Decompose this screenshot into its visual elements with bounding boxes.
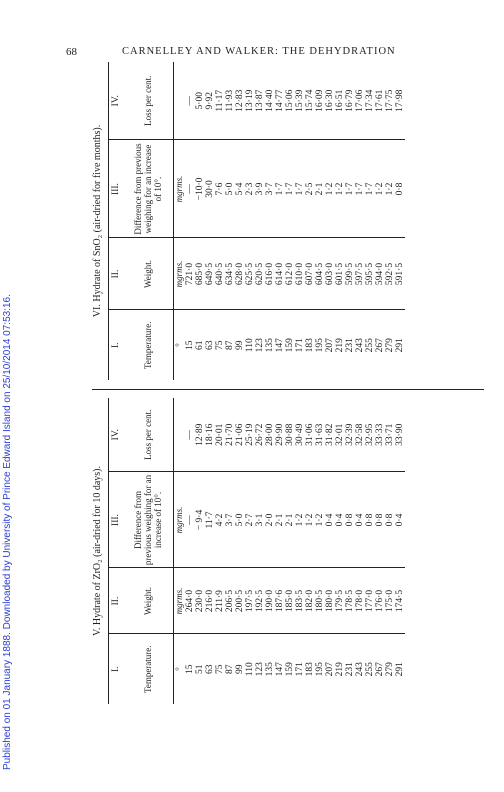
table-cell: 176·0 xyxy=(375,568,385,634)
table-cell: — xyxy=(185,398,195,472)
table-cell: 7·6 xyxy=(215,140,225,238)
table-cell: 0·8 xyxy=(385,472,395,568)
table-cell: 17·61 xyxy=(375,62,385,140)
table-cell: 30·49 xyxy=(295,398,305,472)
table-cell: 16·51 xyxy=(335,62,345,140)
page-number: 68 xyxy=(66,46,77,58)
column-header: Weight. xyxy=(123,568,174,634)
table-row xyxy=(295,398,305,704)
table-cell: 21·70 xyxy=(225,398,235,472)
column-header: Weight. xyxy=(123,238,174,310)
table-cell: 649·5 xyxy=(205,238,215,310)
table-cell: 21·06 xyxy=(235,398,245,472)
table-row xyxy=(325,62,335,380)
table-row xyxy=(315,398,325,704)
table-row xyxy=(265,62,275,380)
table-cell: 267 xyxy=(375,338,385,353)
table-cell: 16·79 xyxy=(345,62,355,140)
table-cell: 625·5 xyxy=(245,238,255,310)
table-cell: 195 xyxy=(315,662,325,677)
table-cell: 230·0 xyxy=(195,568,205,634)
table-row xyxy=(255,398,265,704)
table-row xyxy=(375,62,385,380)
table-cell: 178·0 xyxy=(355,568,365,634)
table-row xyxy=(245,62,255,380)
table-cell: 15·39 xyxy=(295,62,305,140)
table-head xyxy=(109,398,174,704)
table-cell: 87 xyxy=(225,340,235,350)
column-number: III. xyxy=(109,140,123,238)
table-row xyxy=(345,398,355,704)
table-cell: — xyxy=(185,62,195,140)
table-cell: 187·6 xyxy=(275,568,285,634)
table-cell: 219 xyxy=(335,662,345,677)
table-cell: 12·83 xyxy=(235,62,245,140)
table-row xyxy=(375,398,385,704)
table-cell: 264·0 xyxy=(185,568,195,634)
table-cell: 12·89 xyxy=(195,398,205,472)
table-cell: 11·7 xyxy=(205,472,215,568)
unit-cell xyxy=(174,62,186,140)
column-header: Temperature. xyxy=(123,634,174,704)
table-cell: 1·2 xyxy=(295,472,305,568)
publication-note-text: Published on 01 January 1888. Downloaded by University of Prince Edward Island on 25/10/2014 07:53:16. xyxy=(2,294,13,770)
table-cell: 1·7 xyxy=(355,140,365,238)
table-v-caption: V. Hydrate of ZrO₂ (air-dried for 10 days). xyxy=(92,398,109,704)
table-vi xyxy=(109,62,405,380)
table-cell: 135 xyxy=(265,338,275,353)
table-cell: 231 xyxy=(345,338,355,353)
table-cell: 11·17 xyxy=(215,62,225,140)
table-cell: 211·9 xyxy=(215,568,225,634)
table-cell: 15·06 xyxy=(285,62,295,140)
table-cell: 99 xyxy=(235,340,245,350)
table-row xyxy=(195,62,205,380)
table-cell: 183 xyxy=(305,338,315,353)
table-cell: 255 xyxy=(365,338,375,353)
column-number: I. xyxy=(111,342,121,349)
table-cell: 123 xyxy=(255,662,265,677)
table-cell: 599·5 xyxy=(345,238,355,310)
column-header: Difference from previous weighing for an increase of 10°. xyxy=(123,140,174,238)
column-header-row xyxy=(123,398,174,704)
unit-cell: mgrms. xyxy=(174,140,186,238)
rotated-tables xyxy=(92,62,484,704)
table-cell: 11·93 xyxy=(225,62,235,140)
table-cell: 63 xyxy=(205,664,215,674)
column-number: IV. xyxy=(109,398,123,472)
table-row xyxy=(355,62,365,380)
table-cell: 17·06 xyxy=(355,62,365,140)
table-cell: 2·7 xyxy=(245,472,255,568)
table-cell: 685·0 xyxy=(195,238,205,310)
table-row xyxy=(215,398,225,704)
table-row xyxy=(335,62,345,380)
table-cell: 2·1 xyxy=(315,140,325,238)
table-row xyxy=(275,398,285,704)
table-cell: 33·71 xyxy=(385,398,395,472)
table-cell: 32·95 xyxy=(365,398,375,472)
table-cell: 2·5 xyxy=(305,140,315,238)
table-cell: 216·0 xyxy=(205,568,215,634)
table-row xyxy=(345,62,355,380)
table-cell: 31·63 xyxy=(315,398,325,472)
table-cell: 721·0 xyxy=(185,238,195,310)
table-cell: 16·09 xyxy=(315,62,325,140)
table-cell: 206·5 xyxy=(225,568,235,634)
table-cell: 0·8 xyxy=(375,472,385,568)
table-v xyxy=(109,398,405,704)
unit-cell: mgrms. xyxy=(174,238,186,310)
table-body xyxy=(174,62,406,380)
table-cell: 1·2 xyxy=(385,140,395,238)
table-cell: 30·0 xyxy=(205,140,215,238)
table-cell: 0·4 xyxy=(355,472,365,568)
table-cell: 5·0 xyxy=(225,140,235,238)
table-cell: 110 xyxy=(245,662,255,677)
table-row xyxy=(325,398,335,704)
table-vi-panel xyxy=(92,62,484,380)
table-cell: 31·82 xyxy=(325,398,335,472)
table-cell: 607·0 xyxy=(305,238,315,310)
table-cell: 99 xyxy=(235,664,245,674)
table-cell: 0·8 xyxy=(345,472,355,568)
page-header xyxy=(0,46,504,60)
table-row xyxy=(395,62,405,380)
table-cell: 28·00 xyxy=(265,398,275,472)
column-number-row xyxy=(109,398,123,704)
table-cell: 1·2 xyxy=(305,472,315,568)
table-cell: 200·5 xyxy=(235,568,245,634)
table-cell: 616·0 xyxy=(265,238,275,310)
table-cell: 31·06 xyxy=(305,398,315,472)
table-cell: 614·0 xyxy=(275,238,285,310)
table-cell: 5·4 xyxy=(235,140,245,238)
table-row xyxy=(205,62,215,380)
table-row xyxy=(335,398,345,704)
table-cell: 231 xyxy=(345,662,355,677)
table-cell: 640·5 xyxy=(215,238,225,310)
table-row xyxy=(225,398,235,704)
table-cell: 75 xyxy=(215,664,225,674)
table-cell: 628·0 xyxy=(235,238,245,310)
table-row xyxy=(255,62,265,380)
table-cell: 13·19 xyxy=(245,62,255,140)
table-row xyxy=(385,398,395,704)
table-row xyxy=(235,62,245,380)
table-body xyxy=(174,398,406,704)
table-row xyxy=(185,62,195,380)
table-cell: 15·74 xyxy=(305,62,315,140)
table-cell: 192·5 xyxy=(255,568,265,634)
table-row xyxy=(235,398,245,704)
table-cell: 15 xyxy=(185,340,195,350)
table-cell: 29·90 xyxy=(275,398,285,472)
table-vi-caption: VI. Hydrate of SnO₂ (air-dried for five months). xyxy=(92,62,109,380)
table-cell: 612·0 xyxy=(285,238,295,310)
table-row xyxy=(275,62,285,380)
table-cell: 17·34 xyxy=(365,62,375,140)
table-cell: 171 xyxy=(295,662,305,677)
table-cell: 243 xyxy=(355,338,365,353)
table-cell: 207 xyxy=(325,338,335,353)
table-cell: −10·0 xyxy=(195,140,205,238)
column-number: IV. xyxy=(109,62,123,140)
table-cell: 3·9 xyxy=(255,140,265,238)
column-number: II. xyxy=(109,238,123,310)
table-cell: 16·30 xyxy=(325,62,335,140)
table-row xyxy=(245,398,255,704)
table-cell: 182·0 xyxy=(305,568,315,634)
table-cell: 1·7 xyxy=(345,140,355,238)
table-cell: 610·0 xyxy=(295,238,305,310)
table-cell: 190·0 xyxy=(265,568,275,634)
table-cell: 255 xyxy=(365,662,375,677)
table-cell: 1·7 xyxy=(275,140,285,238)
table-cell: 597·5 xyxy=(355,238,365,310)
table-cell: 17·98 xyxy=(395,62,405,140)
column-header: Difference from previous weighing for an increase of 10°. xyxy=(123,472,174,568)
table-cell: 3·1 xyxy=(255,472,265,568)
table-row xyxy=(365,398,375,704)
table-cell: 1·2 xyxy=(325,140,335,238)
table-cell: 0·8 xyxy=(395,140,405,238)
table-cell: 15 xyxy=(185,664,195,674)
table-cell: 185·0 xyxy=(285,568,295,634)
unit-cell: mgrms. xyxy=(174,568,186,634)
table-cell: 4·2 xyxy=(215,472,225,568)
table-cell: 32·39 xyxy=(345,398,355,472)
table-cell: 594·0 xyxy=(375,238,385,310)
table-cell: 3·7 xyxy=(265,140,275,238)
table-cell: 110 xyxy=(245,338,255,353)
table-cell: 174·5 xyxy=(395,568,405,634)
table-cell: 14·40 xyxy=(265,62,275,140)
table-cell: 2·1 xyxy=(275,472,285,568)
unit-cell: mgrms. xyxy=(174,472,186,568)
table-cell: 595·5 xyxy=(365,238,375,310)
table-cell: 2·1 xyxy=(285,472,295,568)
table-cell: 1·2 xyxy=(335,140,345,238)
table-cell: 195 xyxy=(315,338,325,353)
table-cell: 13·87 xyxy=(255,62,265,140)
table-cell: 1·7 xyxy=(285,140,295,238)
table-cell: 175·0 xyxy=(385,568,395,634)
unit-cell: ° xyxy=(174,667,184,672)
table-cell: 243 xyxy=(355,662,365,677)
table-cell: − 9·4 xyxy=(195,472,205,568)
table-cell: 87 xyxy=(225,664,235,674)
column-number-row xyxy=(109,62,123,380)
table-cell: 179·5 xyxy=(335,568,345,634)
table-cell: 601·5 xyxy=(335,238,345,310)
table-row xyxy=(295,62,305,380)
table-cell: 135 xyxy=(265,662,275,677)
table-cell: 147 xyxy=(275,338,285,353)
table-v-panel xyxy=(92,398,484,704)
table-cell: 634·5 xyxy=(225,238,235,310)
publication-note xyxy=(2,40,16,770)
table-cell: 17·75 xyxy=(385,62,395,140)
table-cell: 33·90 xyxy=(395,398,405,472)
table-cell: 5·00 xyxy=(195,62,205,140)
table-cell: 20·01 xyxy=(215,398,225,472)
table-cell: 591·5 xyxy=(395,238,405,310)
table-cell: 61 xyxy=(195,340,205,350)
table-cell: 33·33 xyxy=(375,398,385,472)
column-number: II. xyxy=(109,568,123,634)
table-divider xyxy=(92,389,484,390)
column-header: Loss per cent. xyxy=(123,62,174,140)
table-cell: 291 xyxy=(395,662,405,677)
table-cell: 291 xyxy=(395,338,405,353)
table-cell: 5·0 xyxy=(235,472,245,568)
table-cell: 18·16 xyxy=(205,398,215,472)
table-cell: 279 xyxy=(385,338,395,353)
table-cell: 32·01 xyxy=(335,398,345,472)
table-row xyxy=(185,398,195,704)
table-head xyxy=(109,62,174,380)
table-row xyxy=(285,62,295,380)
table-cell: 1·2 xyxy=(315,472,325,568)
table-row xyxy=(285,398,295,704)
table-row xyxy=(315,62,325,380)
table-row xyxy=(305,398,315,704)
table-row xyxy=(195,398,205,704)
table-cell: 620·5 xyxy=(255,238,265,310)
table-cell: 3·7 xyxy=(225,472,235,568)
table-cell: 267 xyxy=(375,662,385,677)
table-cell: 0·4 xyxy=(335,472,345,568)
running-title: CARNELLEY AND WALKER: THE DEHYDRATION xyxy=(122,46,396,57)
table-cell: 604·5 xyxy=(315,238,325,310)
table-row xyxy=(265,398,275,704)
table-cell: 0·4 xyxy=(325,472,335,568)
table-cell: 177·0 xyxy=(365,568,375,634)
table-row xyxy=(385,62,395,380)
table-row xyxy=(355,398,365,704)
column-number: I. xyxy=(111,666,121,673)
table-cell: 592·5 xyxy=(385,238,395,310)
table-cell: 147 xyxy=(275,662,285,677)
column-header: Temperature. xyxy=(123,310,174,380)
table-row xyxy=(395,398,405,704)
table-row xyxy=(225,62,235,380)
table-cell: 0·8 xyxy=(365,472,375,568)
table-cell: 183·5 xyxy=(295,568,305,634)
table-cell: — xyxy=(185,140,195,238)
table-cell: 75 xyxy=(215,340,225,350)
table-cell: — xyxy=(185,472,195,568)
table-cell: 603·0 xyxy=(325,238,335,310)
unit-row xyxy=(174,62,186,380)
table-cell: 1·7 xyxy=(295,140,305,238)
unit-row xyxy=(174,398,186,704)
table-cell: 2·0 xyxy=(265,472,275,568)
table-cell: 171 xyxy=(295,338,305,353)
table-cell: 2·3 xyxy=(245,140,255,238)
table-cell: 159 xyxy=(285,662,295,677)
table-cell: 219 xyxy=(335,338,345,353)
table-cell: 30·88 xyxy=(285,398,295,472)
table-cell: 279 xyxy=(385,662,395,677)
unit-cell xyxy=(174,398,186,472)
table-cell: 0·4 xyxy=(395,472,405,568)
column-header: Loss per cent. xyxy=(123,398,174,472)
table-row xyxy=(205,398,215,704)
table-cell: 197·5 xyxy=(245,568,255,634)
column-number: III. xyxy=(109,472,123,568)
table-cell: 159 xyxy=(285,338,295,353)
table-row xyxy=(215,62,225,380)
table-cell: 32·58 xyxy=(355,398,365,472)
table-row xyxy=(365,62,375,380)
unit-cell: ° xyxy=(174,343,184,348)
table-cell: 26·72 xyxy=(255,398,265,472)
table-cell: 207 xyxy=(325,662,335,677)
table-cell: 180·0 xyxy=(325,568,335,634)
table-cell: 51 xyxy=(195,664,205,674)
table-cell: 123 xyxy=(255,338,265,353)
table-cell: 63 xyxy=(205,340,215,350)
table-cell: 180·5 xyxy=(315,568,325,634)
table-cell: 1·7 xyxy=(365,140,375,238)
table-cell: 14·77 xyxy=(275,62,285,140)
table-cell: 1·2 xyxy=(375,140,385,238)
table-cell: 25·19 xyxy=(245,398,255,472)
table-row xyxy=(305,62,315,380)
table-cell: 9·92 xyxy=(205,62,215,140)
table-cell: 178·5 xyxy=(345,568,355,634)
table-cell: 183 xyxy=(305,662,315,677)
column-header-row xyxy=(123,62,174,380)
